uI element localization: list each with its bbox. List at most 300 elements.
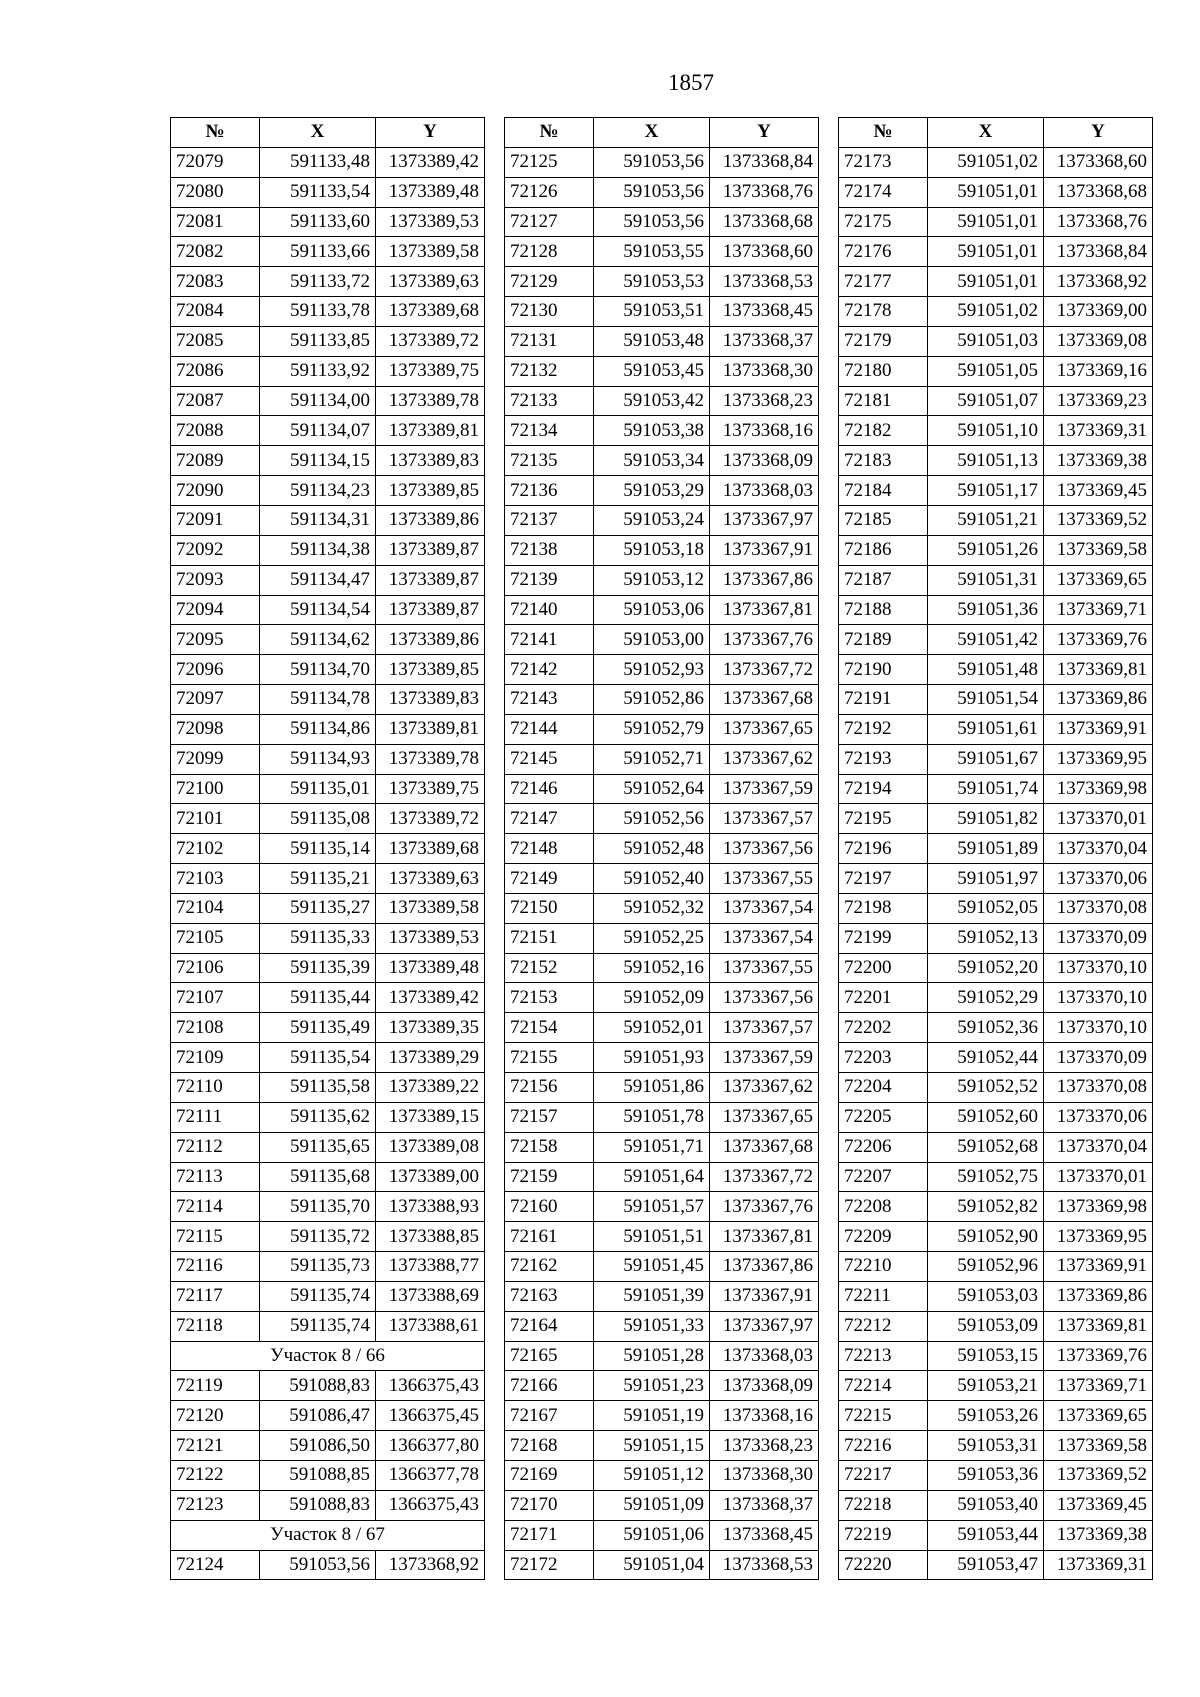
point-number: 72112: [171, 1132, 260, 1162]
table-row: [171, 1252, 485, 1282]
x-coordinate: 591051,19: [594, 1401, 710, 1431]
point-number: 72118: [171, 1311, 260, 1341]
header-y: Y: [1044, 118, 1153, 148]
y-coordinate: 1373369,58: [1044, 535, 1153, 565]
y-coordinate: 1373367,56: [710, 983, 819, 1013]
table-row: [505, 1550, 819, 1580]
table-row: [171, 267, 485, 297]
x-coordinate: 591053,56: [594, 207, 710, 237]
y-coordinate: 1373370,01: [1044, 1162, 1153, 1192]
coordinates-table-1: [170, 117, 485, 1580]
y-coordinate: 1373368,23: [710, 1431, 819, 1461]
table-row: [839, 834, 1153, 864]
y-coordinate: 1373389,63: [376, 267, 485, 297]
point-number: 72148: [505, 834, 594, 864]
y-coordinate: 1373389,53: [376, 207, 485, 237]
table-row: [505, 923, 819, 953]
y-coordinate: 1373369,81: [1044, 1311, 1153, 1341]
header-y: Y: [710, 118, 819, 148]
x-coordinate: 591052,25: [594, 923, 710, 953]
point-number: 72185: [839, 505, 928, 535]
table-row: [505, 953, 819, 983]
table-row: [505, 1311, 819, 1341]
table-row: [171, 1401, 485, 1431]
table-row: [171, 177, 485, 207]
table-row: [839, 147, 1153, 177]
x-coordinate: 591134,47: [260, 565, 376, 595]
x-coordinate: 591133,85: [260, 326, 376, 356]
table-row: [505, 1431, 819, 1461]
x-coordinate: 591051,05: [928, 356, 1044, 386]
x-coordinate: 591052,01: [594, 1013, 710, 1043]
y-coordinate: 1373367,91: [710, 535, 819, 565]
table-row: [171, 326, 485, 356]
y-coordinate: 1373368,53: [710, 267, 819, 297]
point-number: 72216: [839, 1431, 928, 1461]
point-number: 72187: [839, 565, 928, 595]
table-row: [839, 1222, 1153, 1252]
point-number: 72198: [839, 893, 928, 923]
point-number: 72206: [839, 1132, 928, 1162]
y-coordinate: 1366377,78: [376, 1460, 485, 1490]
table-row: [171, 1013, 485, 1043]
x-coordinate: 591051,82: [928, 804, 1044, 834]
header-number: №: [171, 118, 260, 148]
y-coordinate: 1373368,84: [1044, 237, 1153, 267]
table-row: [839, 1520, 1153, 1550]
x-coordinate: 591052,44: [928, 1043, 1044, 1073]
table-row: [505, 1132, 819, 1162]
y-coordinate: 1373369,98: [1044, 1192, 1153, 1222]
y-coordinate: 1373368,37: [710, 326, 819, 356]
point-number: 72086: [171, 356, 260, 386]
header-number: №: [839, 118, 928, 148]
point-number: 72172: [505, 1550, 594, 1580]
x-coordinate: 591134,54: [260, 595, 376, 625]
table-row: [505, 893, 819, 923]
table-row: [839, 1162, 1153, 1192]
y-coordinate: 1373369,45: [1044, 476, 1153, 506]
table-row: [839, 1460, 1153, 1490]
x-coordinate: 591051,48: [928, 655, 1044, 685]
y-coordinate: 1373389,72: [376, 804, 485, 834]
point-number: 72167: [505, 1401, 594, 1431]
table-row: [505, 1401, 819, 1431]
y-coordinate: 1373370,08: [1044, 893, 1153, 923]
header-y: Y: [376, 118, 485, 148]
y-coordinate: 1373370,01: [1044, 804, 1153, 834]
point-number: 72096: [171, 655, 260, 685]
table-row: [839, 685, 1153, 715]
y-coordinate: 1373369,95: [1044, 744, 1153, 774]
table-row: [505, 147, 819, 177]
table-row: [505, 326, 819, 356]
table-row: [839, 774, 1153, 804]
x-coordinate: 591052,64: [594, 774, 710, 804]
table-row: [505, 1520, 819, 1550]
table-row: [171, 625, 485, 655]
y-coordinate: 1373367,59: [710, 774, 819, 804]
table-row: [171, 655, 485, 685]
point-number: 72124: [171, 1550, 260, 1580]
table-row: [839, 1252, 1153, 1282]
point-number: 72191: [839, 685, 928, 715]
point-number: 72200: [839, 953, 928, 983]
x-coordinate: 591053,38: [594, 416, 710, 446]
y-coordinate: 1373389,87: [376, 595, 485, 625]
point-number: 72111: [171, 1102, 260, 1132]
table-row: [505, 864, 819, 894]
y-coordinate: 1373389,83: [376, 685, 485, 715]
y-coordinate: 1373368,92: [376, 1550, 485, 1580]
y-coordinate: 1373369,58: [1044, 1431, 1153, 1461]
y-coordinate: 1373368,30: [710, 356, 819, 386]
x-coordinate: 591135,74: [260, 1311, 376, 1341]
table-row: [171, 1043, 485, 1073]
table-row: [171, 535, 485, 565]
x-coordinate: 591052,48: [594, 834, 710, 864]
point-number: 72214: [839, 1371, 928, 1401]
y-coordinate: 1373389,22: [376, 1073, 485, 1103]
x-coordinate: 591135,54: [260, 1043, 376, 1073]
point-number: 72089: [171, 446, 260, 476]
point-number: 72163: [505, 1281, 594, 1311]
x-coordinate: 591051,04: [594, 1550, 710, 1580]
y-coordinate: 1373369,95: [1044, 1222, 1153, 1252]
x-coordinate: 591051,28: [594, 1341, 710, 1371]
point-number: 72115: [171, 1222, 260, 1252]
point-number: 72107: [171, 983, 260, 1013]
point-number: 72136: [505, 476, 594, 506]
point-number: 72094: [171, 595, 260, 625]
table-row: [505, 1222, 819, 1252]
y-coordinate: 1373367,57: [710, 804, 819, 834]
x-coordinate: 591135,01: [260, 774, 376, 804]
point-number: 72162: [505, 1252, 594, 1282]
y-coordinate: 1373369,71: [1044, 595, 1153, 625]
table-row: [171, 356, 485, 386]
table-row: [171, 1132, 485, 1162]
y-coordinate: 1366375,43: [376, 1371, 485, 1401]
x-coordinate: 591052,05: [928, 893, 1044, 923]
table-row: [171, 893, 485, 923]
y-coordinate: 1373368,23: [710, 386, 819, 416]
y-coordinate: 1373389,68: [376, 834, 485, 864]
y-coordinate: 1373367,62: [710, 1073, 819, 1103]
point-number: 72150: [505, 893, 594, 923]
x-coordinate: 591053,51: [594, 297, 710, 327]
x-coordinate: 591052,40: [594, 864, 710, 894]
x-coordinate: 591134,86: [260, 714, 376, 744]
x-coordinate: 591053,15: [928, 1341, 1044, 1371]
x-coordinate: 591052,09: [594, 983, 710, 1013]
table-row: [839, 1281, 1153, 1311]
table-row: [171, 1371, 485, 1401]
y-coordinate: 1373389,68: [376, 297, 485, 327]
x-coordinate: 591052,90: [928, 1222, 1044, 1252]
table-row: [505, 744, 819, 774]
point-number: 72204: [839, 1073, 928, 1103]
point-number: 72139: [505, 565, 594, 595]
x-coordinate: 591133,48: [260, 147, 376, 177]
point-number: 72092: [171, 535, 260, 565]
x-coordinate: 591088,85: [260, 1460, 376, 1490]
x-coordinate: 591135,33: [260, 923, 376, 953]
y-coordinate: 1373369,38: [1044, 1520, 1153, 1550]
y-coordinate: 1373388,93: [376, 1192, 485, 1222]
y-coordinate: 1373367,65: [710, 714, 819, 744]
point-number: 72103: [171, 864, 260, 894]
table-row: [839, 1311, 1153, 1341]
y-coordinate: 1373388,69: [376, 1281, 485, 1311]
x-coordinate: 591051,57: [594, 1192, 710, 1222]
point-number: 72174: [839, 177, 928, 207]
x-coordinate: 591051,15: [594, 1431, 710, 1461]
point-number: 72152: [505, 953, 594, 983]
table-row: [171, 685, 485, 715]
x-coordinate: 591051,09: [594, 1490, 710, 1520]
y-coordinate: 1373367,68: [710, 685, 819, 715]
y-coordinate: 1373389,75: [376, 356, 485, 386]
y-coordinate: 1373368,92: [1044, 267, 1153, 297]
y-coordinate: 1373370,10: [1044, 953, 1153, 983]
table-row: [171, 923, 485, 953]
table-row: [505, 356, 819, 386]
y-coordinate: 1373389,42: [376, 147, 485, 177]
y-coordinate: 1373368,30: [710, 1460, 819, 1490]
table-row: [505, 505, 819, 535]
point-number: 72170: [505, 1490, 594, 1520]
y-coordinate: 1373389,48: [376, 177, 485, 207]
y-coordinate: 1373368,03: [710, 1341, 819, 1371]
table-row: [839, 1401, 1153, 1431]
x-coordinate: 591134,78: [260, 685, 376, 715]
point-number: 72116: [171, 1252, 260, 1282]
point-number: 72160: [505, 1192, 594, 1222]
x-coordinate: 591053,09: [928, 1311, 1044, 1341]
point-number: 72153: [505, 983, 594, 1013]
x-coordinate: 591053,12: [594, 565, 710, 595]
y-coordinate: 1366377,80: [376, 1431, 485, 1461]
point-number: 72079: [171, 147, 260, 177]
point-number: 72127: [505, 207, 594, 237]
table-row: [505, 714, 819, 744]
y-coordinate: 1373369,31: [1044, 1550, 1153, 1580]
x-coordinate: 591088,83: [260, 1371, 376, 1401]
point-number: 72108: [171, 1013, 260, 1043]
x-coordinate: 591133,72: [260, 267, 376, 297]
table-row: [839, 1013, 1153, 1043]
y-coordinate: 1373369,31: [1044, 416, 1153, 446]
point-number: 72117: [171, 1281, 260, 1311]
y-coordinate: 1373369,86: [1044, 685, 1153, 715]
table-row: [839, 565, 1153, 595]
y-coordinate: 1373368,09: [710, 1371, 819, 1401]
point-number: 72166: [505, 1371, 594, 1401]
point-number: 72095: [171, 625, 260, 655]
y-coordinate: 1373370,10: [1044, 983, 1153, 1013]
x-coordinate: 591051,64: [594, 1162, 710, 1192]
x-coordinate: 591051,42: [928, 625, 1044, 655]
x-coordinate: 591133,54: [260, 177, 376, 207]
header-x: X: [594, 118, 710, 148]
point-number: 72183: [839, 446, 928, 476]
y-coordinate: 1373367,86: [710, 1252, 819, 1282]
x-coordinate: 591134,93: [260, 744, 376, 774]
table-row: [171, 1281, 485, 1311]
x-coordinate: 591051,07: [928, 386, 1044, 416]
y-coordinate: 1373389,78: [376, 386, 485, 416]
x-coordinate: 591052,93: [594, 655, 710, 685]
x-coordinate: 591051,45: [594, 1252, 710, 1282]
y-coordinate: 1373389,58: [376, 893, 485, 923]
y-coordinate: 1373389,78: [376, 744, 485, 774]
y-coordinate: 1373370,09: [1044, 923, 1153, 953]
x-coordinate: 591051,93: [594, 1043, 710, 1073]
y-coordinate: 1373389,63: [376, 864, 485, 894]
y-coordinate: 1373389,87: [376, 535, 485, 565]
y-coordinate: 1366375,43: [376, 1490, 485, 1520]
x-coordinate: 591053,47: [928, 1550, 1044, 1580]
point-number: 72179: [839, 326, 928, 356]
x-coordinate: 591052,52: [928, 1073, 1044, 1103]
y-coordinate: 1373367,68: [710, 1132, 819, 1162]
table-row: [505, 177, 819, 207]
table-row: [171, 386, 485, 416]
x-coordinate: 591134,00: [260, 386, 376, 416]
x-coordinate: 591051,17: [928, 476, 1044, 506]
x-coordinate: 591053,56: [594, 147, 710, 177]
y-coordinate: 1373369,71: [1044, 1371, 1153, 1401]
y-coordinate: 1373388,77: [376, 1252, 485, 1282]
point-number: 72192: [839, 714, 928, 744]
y-coordinate: 1373369,00: [1044, 297, 1153, 327]
y-coordinate: 1373388,85: [376, 1222, 485, 1252]
point-number: 72142: [505, 655, 594, 685]
table-row: [839, 1431, 1153, 1461]
y-coordinate: 1373368,45: [710, 297, 819, 327]
table-row: [505, 1162, 819, 1192]
table-row: [839, 1102, 1153, 1132]
table-row: [505, 804, 819, 834]
table-body: [171, 147, 485, 1580]
x-coordinate: 591051,33: [594, 1311, 710, 1341]
y-coordinate: 1373368,09: [710, 446, 819, 476]
x-coordinate: 591052,13: [928, 923, 1044, 953]
table-row: [505, 386, 819, 416]
y-coordinate: 1373367,56: [710, 834, 819, 864]
point-number: 72155: [505, 1043, 594, 1073]
x-coordinate: 591134,23: [260, 476, 376, 506]
table-row: [505, 1192, 819, 1222]
point-number: 72097: [171, 685, 260, 715]
y-coordinate: 1373370,06: [1044, 1102, 1153, 1132]
x-coordinate: 591051,02: [928, 147, 1044, 177]
x-coordinate: 591134,38: [260, 535, 376, 565]
y-coordinate: 1373368,68: [1044, 177, 1153, 207]
y-coordinate: 1373367,57: [710, 1013, 819, 1043]
x-coordinate: 591135,70: [260, 1192, 376, 1222]
point-number: 72159: [505, 1162, 594, 1192]
table-row: [171, 714, 485, 744]
point-number: 72215: [839, 1401, 928, 1431]
x-coordinate: 591052,82: [928, 1192, 1044, 1222]
table-row: [505, 476, 819, 506]
table-row: [505, 1460, 819, 1490]
point-number: 72177: [839, 267, 928, 297]
table-row: [839, 207, 1153, 237]
y-coordinate: 1373367,86: [710, 565, 819, 595]
x-coordinate: 591051,13: [928, 446, 1044, 476]
point-number: 72186: [839, 535, 928, 565]
x-coordinate: 591052,71: [594, 744, 710, 774]
point-number: 72141: [505, 625, 594, 655]
table-row: [839, 953, 1153, 983]
x-coordinate: 591051,31: [928, 565, 1044, 595]
y-coordinate: 1373389,58: [376, 237, 485, 267]
table-row: [505, 834, 819, 864]
x-coordinate: 591051,01: [928, 177, 1044, 207]
table-row: [839, 923, 1153, 953]
table-row: [171, 505, 485, 535]
coordinates-table-3: [838, 117, 1153, 1580]
table-row: [171, 804, 485, 834]
table-row: [171, 1311, 485, 1341]
point-number: 72176: [839, 237, 928, 267]
x-coordinate: 591134,07: [260, 416, 376, 446]
point-number: 72161: [505, 1222, 594, 1252]
y-coordinate: 1373369,16: [1044, 356, 1153, 386]
table-row: [505, 535, 819, 565]
header-row: [839, 118, 1153, 148]
x-coordinate: 591053,06: [594, 595, 710, 625]
table-row: [505, 297, 819, 327]
y-coordinate: 1373368,53: [710, 1550, 819, 1580]
x-coordinate: 591135,08: [260, 804, 376, 834]
point-number: 72138: [505, 535, 594, 565]
x-coordinate: 591053,03: [928, 1281, 1044, 1311]
y-coordinate: 1373389,81: [376, 416, 485, 446]
x-coordinate: 591051,74: [928, 774, 1044, 804]
x-coordinate: 591135,58: [260, 1073, 376, 1103]
y-coordinate: 1373389,87: [376, 565, 485, 595]
table-row: [505, 446, 819, 476]
y-coordinate: 1373368,16: [710, 416, 819, 446]
table-row: [171, 237, 485, 267]
point-number: 72202: [839, 1013, 928, 1043]
table-row: [505, 1073, 819, 1103]
table-row: [505, 416, 819, 446]
table-row: [839, 864, 1153, 894]
y-coordinate: 1373368,37: [710, 1490, 819, 1520]
table-row: [171, 1431, 485, 1461]
y-coordinate: 1373389,15: [376, 1102, 485, 1132]
y-coordinate: 1373389,00: [376, 1162, 485, 1192]
table-row: [505, 1043, 819, 1073]
y-coordinate: 1373370,09: [1044, 1043, 1153, 1073]
y-coordinate: 1373367,54: [710, 893, 819, 923]
point-number: 72201: [839, 983, 928, 1013]
table-row: [839, 1132, 1153, 1162]
x-coordinate: 591053,29: [594, 476, 710, 506]
x-coordinate: 591135,49: [260, 1013, 376, 1043]
point-number: 72195: [839, 804, 928, 834]
y-coordinate: 1373368,68: [710, 207, 819, 237]
x-coordinate: 591051,02: [928, 297, 1044, 327]
table-row: [839, 535, 1153, 565]
x-coordinate: 591135,44: [260, 983, 376, 1013]
point-number: 72199: [839, 923, 928, 953]
